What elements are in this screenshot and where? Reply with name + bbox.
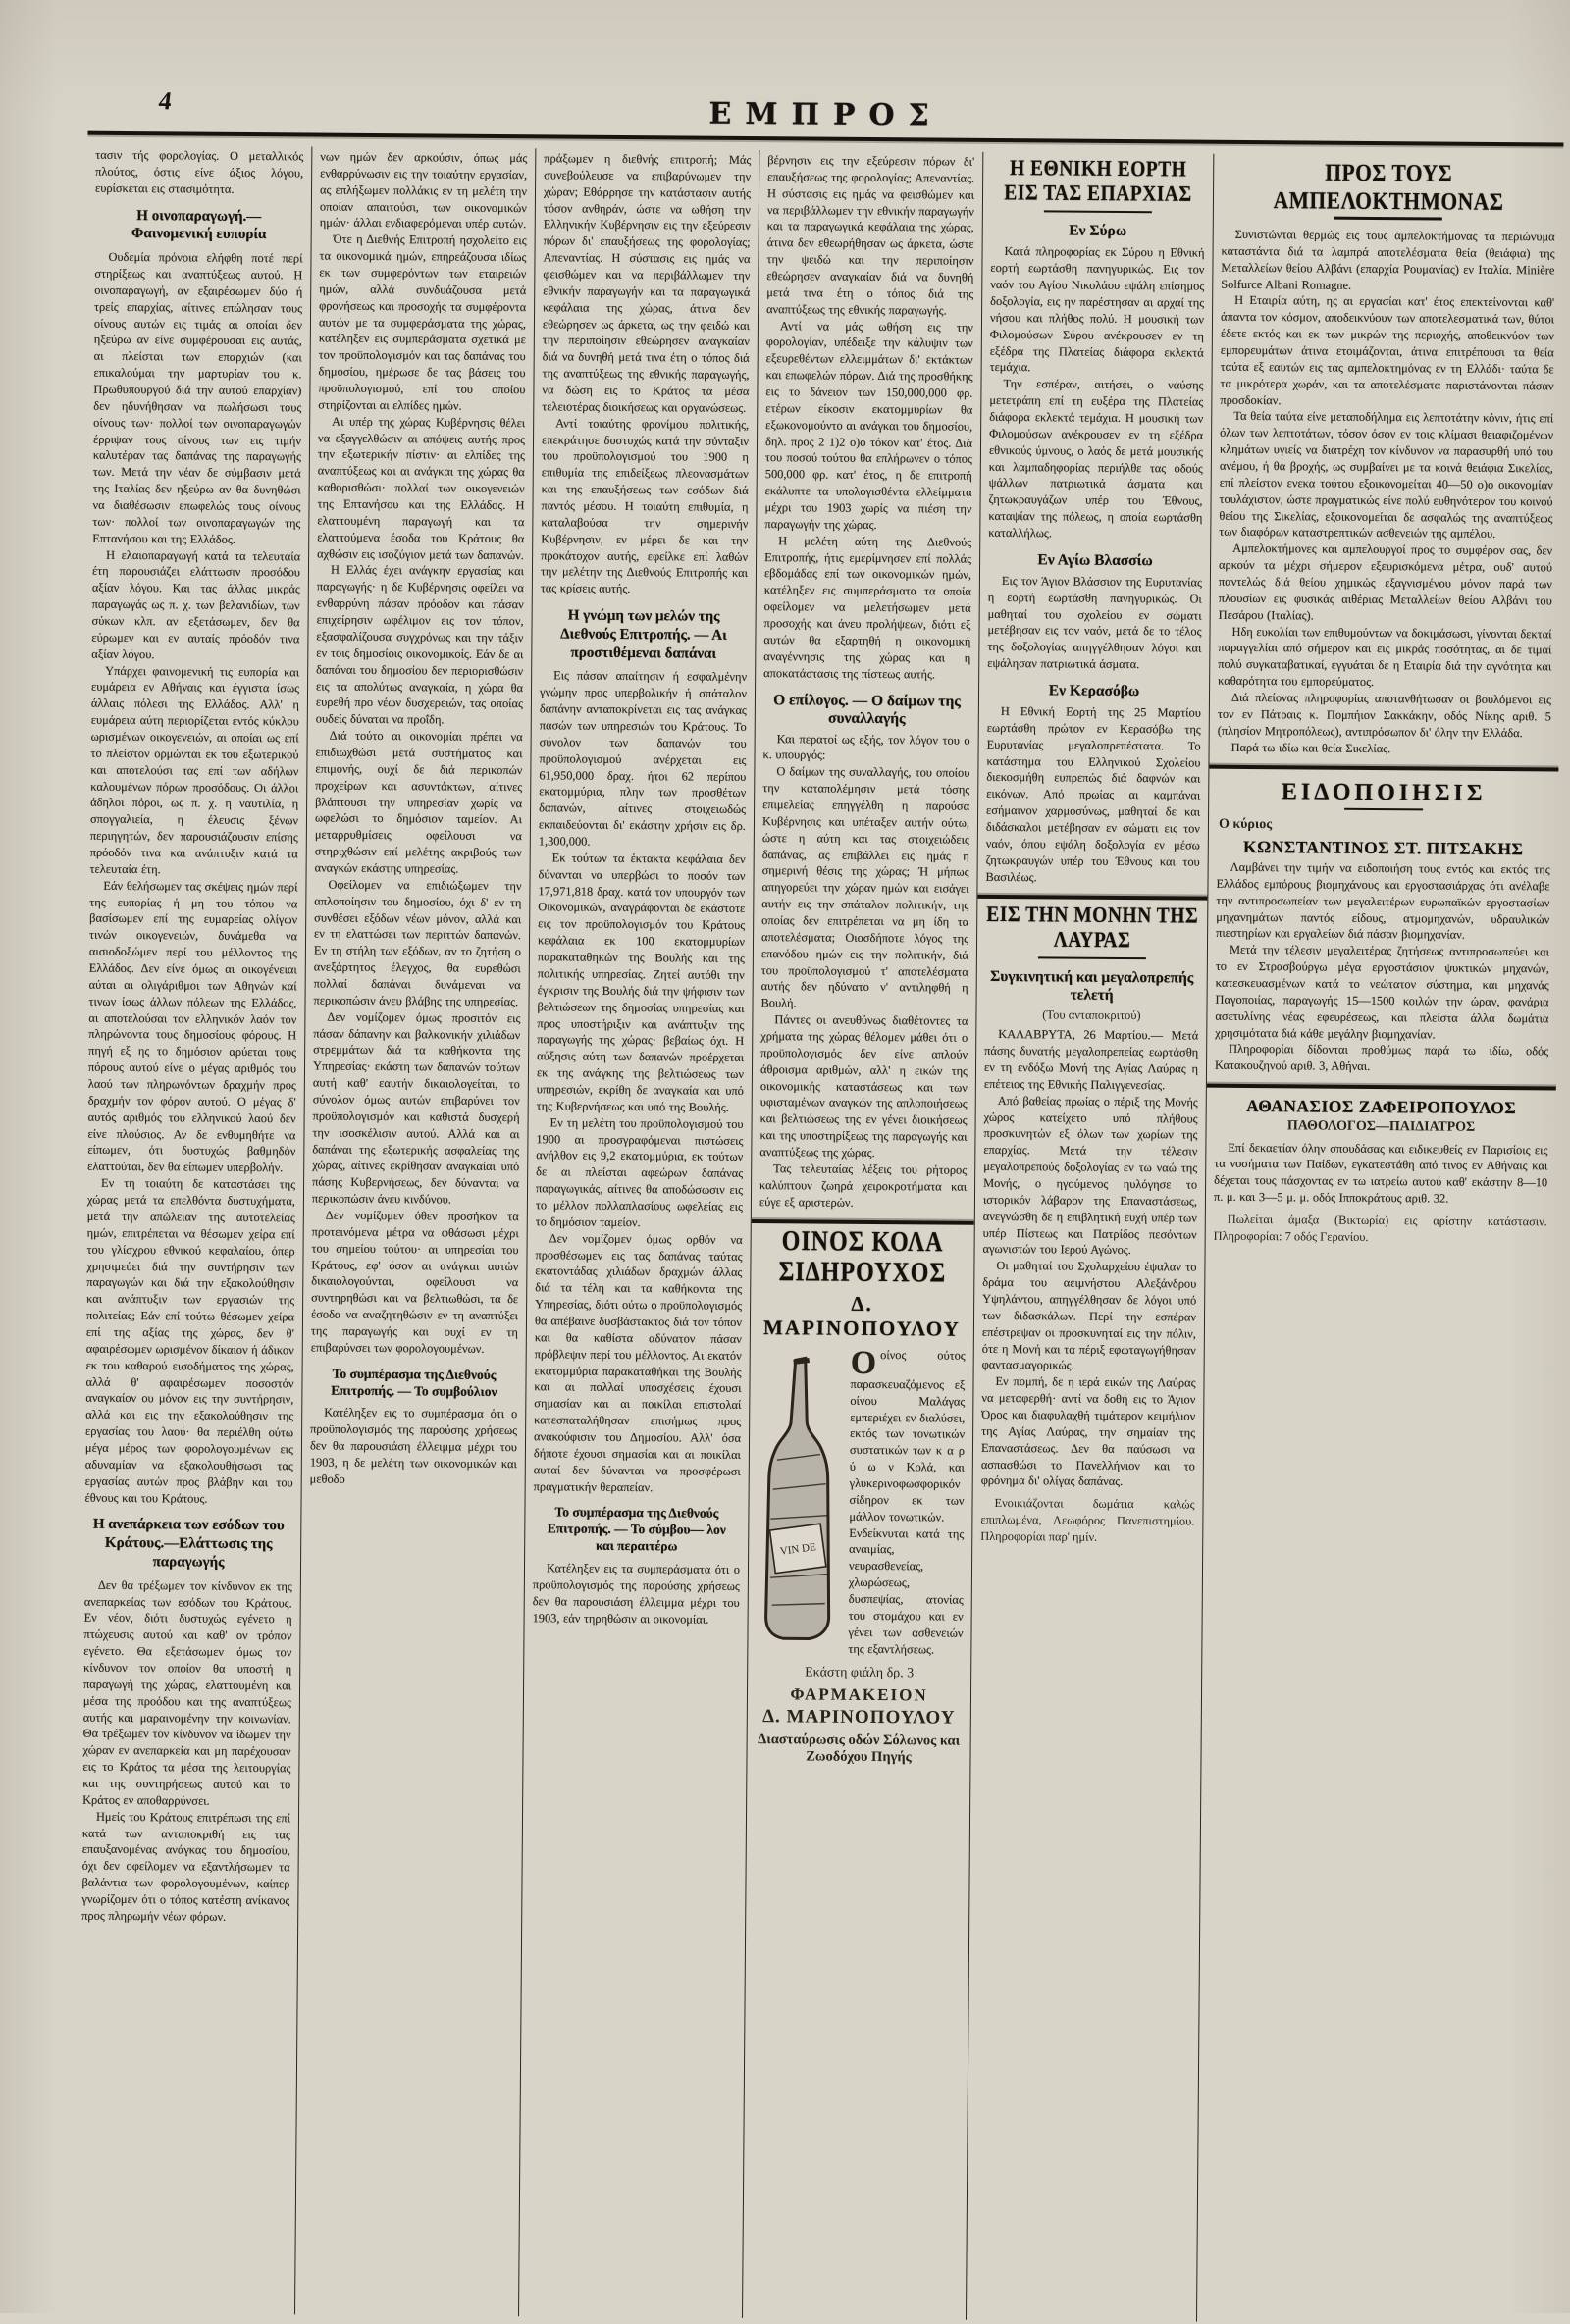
body-paragraph: Πληροφορίαι δίδονται προθύμως παρά τω ιδίω, οδός Κατακουζηνού αριθ. 3, Αθήναι. bbox=[1214, 1042, 1549, 1074]
section-headline: ΠΡΟΣ ΤΟΥΣ ΑΜΠΕΛΟΚΤΗΜΟΝΑΣ bbox=[1273, 158, 1504, 216]
section-headline-group bbox=[1222, 158, 1555, 222]
headline-underline bbox=[1038, 956, 1146, 959]
body-paragraph: Κατέληξεν εις τα συμπεράσματα ότι ο προϋπολογισμός της παρούσης χρήσεως δεν θα παρουσιάση έλλειμμα μέχρι του 1903, εάν τηρηθώσιν αι οικονομίαι. bbox=[532, 1561, 741, 1627]
bottle-label-text: VIN DE bbox=[779, 1540, 817, 1558]
price-line: Εκάστη φιάλη δρ. 3 bbox=[805, 1664, 915, 1680]
body-paragraph: Ηδη ευκολίαι των επιθυμούντων να δοκιμάσωσι, γίνονται δεκταί παραγγελίαι από σήμερον και εις μικράς ποσότητας, αι δε τιμαί πολύ συγκαταβατικαί, εγγυάται δε η Εταιρία διά την αγνότητα και καθαρότητα του εμπορεύματος. bbox=[1218, 624, 1552, 690]
divider-rule bbox=[1209, 765, 1558, 771]
column-layout bbox=[71, 145, 1563, 2324]
pharmacy-address: Διασταύρωσις οδών Σόλωνος και Ζωοδόχου Πηγής bbox=[758, 1730, 961, 1765]
body-paragraph: τασιν τής φορολογίας. Ο μεταλλικός πλούτος, όστις είνε άξιος λόγου, ευρίσκεται εις στασιμότητα. bbox=[94, 147, 304, 196]
text-column-2 bbox=[294, 146, 535, 2316]
subheadline: Ο επίλογος. — Ο δαίμων της συναλλαγής bbox=[773, 691, 961, 727]
body-paragraph: Οφείλομεν να επιδιώξωμεν την απλοποίησιν του δημοσίου, όχι δ' εν τη συνθέσει εξόδων νέων μόνον, αλλά και εν τη ελαττώσει των περιττών δαπανών. Εν τη στήλη των εξόδων, αν το ζητήση ο ανεξάρτητος έλεγχος, θα ευρεθώσι πολλαί δαπάναι δυνάμεναι να περικοπώσιν άνευ βλάβης της υπηρεσίας. bbox=[313, 877, 522, 1008]
divider-rule bbox=[977, 895, 1207, 900]
body-paragraph: Αντί να μάς ωθήση εις την φορολογίαν, υπέδειξε την κάλυψιν των εξευρεθέντων ελλειμμάτων δι' εκτάκτων και επωφελών πόρων. Διά της προσθήκης εις το δάνειον των 150,000,000 φρ. ετέρων είκοσιν εκατομμυρίων θα εξωκονομούντο αι ανάγκαι του δημοσίου, δηλ. προς 2 1)2 ο)ο τόκον κατ' έτος. Διά του ποσού τούτου θα επλήρωνεν ο τόπος 500,000 φρ. κατ' έτος, η δε επιτροπή εκάλυπτε τα υπολογισθέντα ελλείμματα μέχρι του 1903 χωρίς να πιέση την παραγωγήν της χώρας. bbox=[764, 318, 974, 532]
classified-ad: Ενοικιάζονται δωμάτια καλώς επιπλωμένα, Λεωφόρος Πανεπιστημίου. Πληροφορίαι παρ' ημίν. bbox=[980, 1496, 1195, 1544]
body-paragraph: Εν πομπή, δε η ιερά εικών της Λαύρας να μεταφερθή· αντί να δοθή εις το Άγιον Όρος και διαφυλαχθή τιμάτερον κειμήλιον της Αγίας Λαύρας, την σημαίαν της Επαναστάσεως. Δεν θα παύσωσι να ασπασθώσι το Πανελλήνιον και το φρόνημα δι' ολίγας δαπάνας. bbox=[980, 1374, 1196, 1489]
masthead bbox=[87, 69, 1563, 147]
body-paragraph: Αμπελοκτήμονες και αμπελουργοί προς το συμφέρον σας, δεν αρκούν τα μέχρι σήμερον εξευρισκόμενα μέτρα, ουδ' αυτού παντελώς διά θείου χημικώς εξαγνισμένου μόνον παρά των πλουσίων εις φυσικάς αιθέριας Μεταλλείων θείου Αλβάνι του Πεσάρου (Ιταλίας). bbox=[1218, 542, 1553, 623]
body-paragraph: Ο δαίμων της συναλλαγής, του οποίου την καταπολέμησιν μετά τόσης επιμελείας επηγγέλθη η παρούσα Κυβέρνησις και υπέταξεν αυτήν ούτω, ώστε η αύτη και τας στοιχειώδεις δαπάνας, ας επιβάλλει εις ημάς η σημερινή θέσις της χώρας; Ή μήπως απηγορεύει την χώραν ημών και εισάγει αυτήν εις την σπάταλον πολιτικήν, της οποίας δεν επιτρέπεται να μη ίδη τα αποτελέσματα; Οιοσδήποτε λόγος της επανόδου ημών εις την πολιτικήν, διά του προϋπολογισμού τ' αποτελέσματα αυτής δεν ηδύνατο ν' αντιληφθή η Βουλή. bbox=[760, 764, 970, 1010]
section-headline-group bbox=[991, 156, 1205, 214]
body-paragraph: νων ημών δεν αρκούσιν, όπως μάς ενθαρρύνωσιν εις την τοιαύτην εργασίαν, ας επλήξωμεν πολλάκις εν τη μελέτη την οποίαν απαιτούσι, των οικονομικών ημών· άλλαι ενδιαφερόμεναι υπέρ αυτών. bbox=[319, 149, 528, 232]
divider-rule bbox=[1207, 1084, 1556, 1090]
scanned-page-content bbox=[71, 69, 1564, 2324]
advertiser-specialty: ΠΑΘΟΛΟΓΟΣ—ΠΑΙΔΙΑΤΡΟΣ bbox=[1286, 1117, 1476, 1135]
body-paragraph: Τας τελευταίας λέξεις του ρήτορος καλύπτουν ζωηρά χειροκροτήματα και εύγε εξ αριστερών. bbox=[759, 1162, 968, 1210]
newspaper-title: ΕΜΠΡΟΣ bbox=[708, 96, 943, 133]
body-paragraph: ΚΑΛΑΒΡΥΤΑ, 26 Μαρτίου.— Μετά πάσης δυνατής μεγαλοπρεπείας εωρτάσθη εν τη ενδόξω Μονή της Αγίας Λαύρας η επέτειος της Εθνικής Παλιγγενεσίας. bbox=[983, 1027, 1199, 1093]
body-paragraph: Διά πλείονας πληροφορίας αποτανθήτωσαν οι βουλόμενοι εις τον εν Πάτραις κ. Πομπήιον Σακκάκην, οδός Νίκης αριθ. 5 (πλησίον Μητροπόλεως), αντιπρόσωπον δι' όλην την Ελλάδα. bbox=[1217, 690, 1552, 740]
body-paragraph: Παρά τω ιδίω και θεία Σικελίας. bbox=[1230, 740, 1391, 755]
advert-paragraph: Ενδείκνυται κατά της αναιμίας, νευρασθενείας, χλωρώσεως, δυσπεψίας, ατονίας του στομάχου και εν γένει των ασθενειών της εξαντλήσεως. bbox=[848, 1525, 965, 1657]
advertiser-name: ΑΘΑΝΑΣΙΟΣ ΖΑΦΕΙΡΟΠΟΥΛΟΣ bbox=[1246, 1095, 1517, 1117]
body-paragraph: Επί δεκαετίαν όλην σπουδάσας και ειδικευθείς εν Παρισίοις εις τα νοσήματα των Παίδων, εγκατεστάθη από τινος εν Αθήναις και δέχεται τους πάσχοντας εν τω ιατρείω αυτού καθ' εκάστην 8—10 π. μ. και 3—5 μ. μ. οδός Ιπποκράτους αριθ. 32. bbox=[1213, 1140, 1548, 1206]
advert-title: ΟΙΝΟΣ ΚΟΛΑ ΣΙΔΗΡΟΥΧΟΣ bbox=[778, 1225, 947, 1290]
body-paragraph: Η μελέτη αύτη της Διεθνούς Επιτροπής, ήτις εμερίμνησεν επί πολλάς εβδομάδας επί των οικονομικών ημών, κατέληξεν εις συμπεράσματα τα οποία οφείλομεν να μελετήσωμεν μετά προσοχής και άνευ προλήψεων, διότι εξ αυτών θα εξαρτηθή η οικονομική αναγέννησις της χώρας και η αποκατάστασις της πίστεως αυτής. bbox=[763, 533, 972, 682]
article-subheading: Το συμπέρασμα της Διεθνούς Επιτροπής. — Το συμβούλιον bbox=[331, 1366, 497, 1399]
text-column-1 bbox=[71, 145, 311, 2315]
notice-underline bbox=[1344, 808, 1423, 811]
body-paragraph: Δεν νομίζομεν όθεν προσήκον τα προτεινόμενα μέτρα να φθάσωσι μέχρι του σημείου τούτου· αι υπηρεσίαι του Κράτους, εφ' όσον αι ανάγκαι αυτών δικαιολογούνται, οφείλουσι να συντηρηθώσι και να βελτιωθώσι, τα δε έσοδα να αναζητηθώσιν εν τη αναπτύξει της παραγωγής και ουχί εν τη επιβαρύνσει των φορολογουμένων. bbox=[310, 1208, 519, 1356]
body-paragraph: Λαμβάνει την τιμήν να ειδοποιήση τους εντός και εκτός της Ελλάδος εμπόρους βιομηχάνους και εργοστασιάρχας ότι ανέλαβε την αντιπροσωπείαν των μεγαλειτέρων ευρωπαϊκών εργοστασίων μηχανημάτων παντός είδους, ατμομηχανών, υδραυλικών πιεστηρίων και εργαλείων διά πάσαν βιομηχανίαν. bbox=[1216, 859, 1550, 943]
body-paragraph: Η Εθνική Εορτή της 25 Μαρτίου εωρτάσθη πρώτον εν Κερασόβω της Ευρυτανίας μεγαλοπρεπέστατα. Το κατάστημα του Ελληνικού Σχολείου διεκοσμήθη ευπρεπώς διά δαφνών και εικόνων. Από πρωίας αι καμπάναι εσήμαινον χαρμοσύνως, μαθηταί δε και διδάσκαλοι μετέβησαν εν σώματι εις τον ναόν, όπου εψάλη δοξολογία εν μέσω ζητωκραυγών υπέρ του Έθνους και του Βασιλέως. bbox=[985, 703, 1201, 884]
pharmacy-owner: Δ. ΜΑΡΙΝΟΠΟΥΛΟΥ bbox=[762, 1705, 956, 1729]
article-heading: Η ανεπάρκεια των εσόδων του Κράτους.—Ελάττωσις της παραγωγής bbox=[92, 1517, 285, 1571]
subheadline: Συγκινητική και μεγαλοπρεπής τελετή bbox=[990, 968, 1194, 1005]
text-column-6 bbox=[1196, 154, 1563, 2324]
section-headline-group bbox=[985, 903, 1199, 960]
subheadline: Εν Αγίω Βλασσίω bbox=[1037, 551, 1153, 570]
body-paragraph: Εάν θελήσωμεν τας σκέψεις ημών περί της ευπορίας ή μη του τόπου να βασίσωμεν επί της ευμαρείας ολίγων τινών οικογενειών, δυνάμεθα να αισιοδοξώμεν περί του μέλλοντος της Ελλάδος. Δεν είνε όμως αι οικογένειαι αύται αι ολιγάριθμοι των Αθηνών καί τινων ίσως άλλων πόλεων της Ελλάδος, αι αποτελούσαι τον ελληνικόν λαόν τον πληρώνοντα τους δημοσίους φόρους. Η πηγή εξ ης το δημόσιον αρύεται τους πόρους αυτού είνε ο μέγας αριθμός του λαού των πληρωνόντων δραχμήν προς δραχμήν τον φόρον αυτού. Ο μέγας δ' αυτός αριθμός του ελληνικού λαού δεν είνε πλούσιος. Αν δε ενθυμηθήτε να είπωμεν, ότι δυστυχώς βαθμηδόν ελαττούται, δεν θα είπωμεν υπερβολήν. bbox=[87, 878, 298, 1175]
pharmacy-name: ΦΑΡΜΑΚΕΙΟΝ bbox=[790, 1683, 928, 1704]
advert-body-wrap bbox=[756, 1346, 965, 1658]
section-headline: ΕΙΣ ΤΗΝ ΜΟΝΗΝ ΤΗΣ ΛΑΥΡΑΣ bbox=[986, 903, 1199, 954]
text-column-3 bbox=[518, 148, 759, 2318]
page-number: 4 bbox=[157, 86, 174, 116]
body-paragraph: Δεν θα τρέξωμεν τον κίνδυνον εκ της ανεπαρκείας των εσόδων του Κράτους. Εν νέον, διότι δυστυχώς εγένετο η πτώχευσις αυτού και καθ' ον τρόπον εγένετο. Θα εξετάσωμεν όμως τον κίνδυνον τον οποίον θα υποστή η παραγωγή της χώρας, ελαττουμένη και μέσα της προόδου και της αναπτύξεως αυτής και μαραινομένην την κοινωνίαν. Θα τρέξωμεν τον κίνδυνον να ίδωμεν την χώραν εν ανεπαρκεία και μη παρέχουσαν εις το Κράτος τα μέσα της λειτουργίας και της συντηρήσεως αυτού και το Κράτος εν αποθαρρύνσει. bbox=[82, 1577, 292, 1808]
body-paragraph: πράξωμεν η διεθνής επιτροπή; Μάς συνεβούλευσε να επιβαρύνωμεν την χώραν; Εθάρρησε την κατάστασιν αυτής τόσον ανθηράν, ώστε να ωθήση την Ελληνικήν Κυβέρνησιν εις την εξεύρεσιν πόρων δι' επαυξήσεως της φορολογίας; Απεναντίας. Η σύστασις εις ημάς να φεισθώμεν και να περιβάλλωμεν την εθνικήν παραγωγήν και τα παραγωγικά κεφάλαια της χώρας, άτινα δεν εθεώρησεν ως άρκετα, ως την φειδώ και την περιποίησιν εθεώρησεν αναγκαίαν διά να δυνηθή μετά τινα έτη ο τόπος διά της αναπτύξεως της εθνικής παραγωγής, να δώση εις το Κράτος τα μέσα τελειοτέρας διοικήσεως και οργανώσεως. bbox=[542, 151, 752, 415]
body-paragraph: Υπάρχει φαινομενική τις ευπορία και ευμάρεια εν Αθήναις και έγγιστα ίσως άλλαις πόλεσι της Ελλάδος. Αλλ' η ευμάρεια αύτη περιορίζεται εντός κύκλου ωρισμένων οικογενειών, αι οποίαι ως επί το πλείστον ορμώνται εκ του εξωτερικού και αποτελούσι τας επί των αδήλων καλουμένων πόρων προσόδους. Οι άλλοι άδηλοι πόροι, ως π. χ. η ναυτιλία, η σπογγαλιεία, η έλευσις ξένων περιηγητών, δεν παρουσιάζουσιν επίσης πρόοδόν τινα και ανάπτυξιν κατά τα τελευταία έτη. bbox=[89, 663, 300, 877]
body-paragraph: Εις τον Άγιον Βλάσσιον της Ευρυτανίας η εορτή εωρτάσθη πανηγυρικώς. Οι μαθηταί του σχολείου εν σώματι μετέβησαν εις τον ναόν, μετά δε το τέλος της δοξολογίας απηγγέλθησαν λόγοι και εψάλησαν πατριωτικά άσματα. bbox=[987, 573, 1202, 672]
body-paragraph: Πάντες οι ανευθύνως διαθέτοντες τα χρήματα της χώρας θέλομεν μάθει ότι ο προϋπολογισμός δεν είνε απλούν άθροισμα αριθμών, αλλ' η εικών της οικονομικής καταστάσεως και των υφισταμένων αναγκών της απλοποιήσεως και βελτιώσεως της εν γένει διοικήσεως και της υποστηρίξεως της παραγωγής και αναπτύξεως της χώρας. bbox=[759, 1012, 968, 1161]
body-paragraph: Την εσπέραν, αιτήσει, ο ναύσης μετετράπη επί τη ευξέρα της Πλατείας διάφορα εκλεκτά τεμάχια. Η μουσική των Φιλομούσων ανέκρουσεν εν τη εξέδρα εθνικούς ύμνους, ο λαός δε μετά μουσικής και λαμπαδηφορίας περιήλθε τας οδούς ψάλλων πατριωτικά άσματα και ζητωκραυγάζων υπέρ του Έθνους, καταψίαν της πόλεως, η οποία εωρτάσθη καταλλήλως. bbox=[988, 377, 1204, 541]
advert-publisher: Δ. ΜΑΡΙΝΟΠΟΥΛΟΥ bbox=[762, 1291, 961, 1341]
classified-ad: Πωλείται άμαξα (Βικτωρία) εις αρίστην κατάστασιν. Πληροφορίαι: 7 οδός Γερανίου. bbox=[1213, 1212, 1547, 1244]
article-heading: Η γνώμη των μελών της Διεθνούς Επιτροπής. — Αι προστιθέμεναι δαπάναι bbox=[560, 607, 727, 662]
body-paragraph: Η ελαιοπαραγωγή κατά τα τελευταία έτη παρουσιάζει ελάττωσιν προσόδου αξίαν λόγου. Και τας άλλας μικράς παραγωγάς ως π. χ. των βελανιδίων, των σύκων κλπ. αν εξετάσωμεν, δεν θα εύρωμεν και εν αυταίς πρόοδόν τινα αξίαν λόγου. bbox=[91, 547, 301, 661]
advert-paragraph: Οοίνος ούτος παρασκευαζόμενος εξ οίνου Μαλάγας εμπεριέχει εν διαλύσει, εκτός των τονωτικών συστατικών των κ α ρ ύ ω ν Κολά, και γλυκερινοφωσφορικόν σίδηρον εκ των μάλλον τονωτικών. bbox=[849, 1344, 966, 1524]
body-paragraph: Εις πάσαν απαίτησιν ή εσφαλμένην γνώμην προς υπερβολικήν ή σπάταλον δαπάνην ανταποκρίνεται εις τας ανάγκας πασών των υπηρεσιών του Κράτους. Το σύνολον των δαπανών του προϋπολογισμού ανέρχεται εις 61,950,000 δραχ. ήτοι 62 περίπου εκατομμύρια, πλην των προσθέτων δαπανών, αίτινες στοιχειωδώς εκπαιδεύονται δι' εκάστην χρήσιν εις δρ. 1,300,000. bbox=[538, 668, 748, 849]
body-paragraph: Ότε η Διεθνής Επιτροπή ησχολείτο εις τα οικονομικά ημών, επηρεάζουσα ιδίως εκ των συμφερόντων των εταιρειών ημών, αλλά συνδυάζουσα μετά φρονήσεως και προσοχής τα συμφέροντα αυτών με τα συμφεράσματα της χώρας, κατέληξεν εις συμπεράσματα σχετικά με τον προϋπολογισμόν και τας δαπάνας του δημοσίου, ημέρωσε δε τας βάσεις του προϋπολογισμού, επί του οποίου στηρίζονται αι ελπίδες ημών. bbox=[318, 232, 527, 413]
notice-headline-group bbox=[1217, 779, 1550, 812]
divider-rule bbox=[752, 1219, 974, 1224]
body-paragraph: Εκ τούτων τα έκτακτα κεφάλαια δεν δύνανται να υπερβώσι το ποσόν των 17,971,818 δραχ. κατά τον υπουργόν των Οικονομικών, αναγράφονται δε εκάστοτε εις τον προϋπολογισμόν του Κράτους κεφάλαια εκ 100 εκατομμυρίων παρακαταθηκών της Βουλής και της πολιτικής υπηρεσίας. Ζητεί αυτόθι την έγκρισιν της Βουλής διά την ψήφισιν των βελτιώσεων της δημοσίας υπηρεσίας και προς υποστήριξιν και ανάπτυξιν της παραγωγής της χώρας· βεβαίως όχι. Η αύξησις αύτη των δαπανών προέρχεται εκ της ανάγκης της βελτιώσεως των υπηρεσιών, εκρίθη δε αναγκαία και υπό της Κυβερνήσεως και υπό της Βουλής. bbox=[536, 851, 746, 1114]
text-column-4 bbox=[742, 150, 982, 2320]
subheadline: Εν Σύρω bbox=[1069, 222, 1127, 240]
article-subheading: Το συμπέρασμα της Διεθνούς Επιτροπής. — Το σύμβου— λον και περαιτέρω bbox=[547, 1504, 726, 1554]
body-paragraph: Εν τη μελέτη του προϋπολογισμού του 1900 αι προσγραφόμεναι πιστώσεις ανήλθον εις 9,2 εκατομμύρια, εκ τούτων δε αι πλείσται αφεώρων δαπάνας παραγωγικάς, αίτινες θα αποδώσωσιν εις το μέλλον πολλαπλασίους ωφελείας εις το δημόσιον ταμείον. bbox=[535, 1115, 744, 1229]
section-headline: Η ΕΘΝΙΚΗ ΕΟΡΤΗ ΕΙΣ ΤΑΣ ΕΠΑΡΧΙΑΣ bbox=[1004, 156, 1192, 208]
body-paragraph: βέρνησιν εις την εξεύρεσιν πόρων δι' επαυξήσεως της φορολογίας; Απεναντίας. Η σύστασις εις ημάς να φεισθώμεν και να περιβάλλωμεν την εθνικήν παραγωγήν και τα παραγωγικά κεφάλαια της χώρας, άτινα δεν εθεωρήθησαν ως άρκετα, ώστε την ψειδώ και την περιποίησιν εθεώρησεν αναγκαίαν διά να δυνηθή μετά τινα έτη ο τόπος διά της αναπτύξεως της εθνικής παραγωγής. bbox=[766, 153, 975, 318]
body-paragraph: Από βαθείας πρωίας ο πέριξ της Μονής χώρος κατείχετο υπό πλήθους προσκυνητών εξ όλων των χωρίων της επαρχίας. Μετά την τέλεσιν μεγαλοπρεπούς δοξολογίας εν τω ναώ της Μονής, ο ηγούμενος ηυλόγησε το ιστορικόν λάβαρον της Επαναστάσεως, ανεγνώσθη δε η επιβλητική ευχή υπέρ των υπέρ Πίστεως και Πατρίδος πεσόντων αγωνιστών του Ιερού Αγώνος. bbox=[982, 1093, 1198, 1258]
wine-bottle-illustration bbox=[756, 1352, 842, 1647]
advert-text bbox=[848, 1344, 966, 1659]
advertiser-name: ΚΩΝΣΤΑΝΤΙΝΟΣ ΣΤ. ΠΙΤΣΑΚΗΣ bbox=[1243, 836, 1524, 859]
body-paragraph: Οι μαθηταί του Σχολαρχείου έψαλαν το δράμα του αειμνήστου Αλεξάνδρου Υψηλάντου, απηγγέλθησαν δε λόγοι υπό των διδασκάλων. Περί την εσπέραν επέστρεψαν οι προσκυνηταί εις την πόλιν, ότε η Μονή και τα πέριξ εφωταγωγήθησαν φαντασμαγορικώς. bbox=[981, 1259, 1197, 1373]
body-paragraph: Δεν νομίζομεν όμως ορθόν να προσθέσωμεν εις τας δαπάνας ταύτας εκατοντάδας χιλιάδων δραχμών άλλας διά τα τέλη και τα καθήκοντα της Υπηρεσίας, διότι ούτω ο προϋπολογισμός θα απέβαινε δυσβάστακτος διά τον τόπον και θα καθίστα αδύνατον πάσαν πρόβλεψιν περί του μέλλοντος. Αι εκατόν εκατομμύρια παρακαταθήκαι της Βουλής και αι πολλαί υποσχέσεις έχουσι σημασίαν και αι ποικίλαι επιστολαί κατεσπαταλήθησαν επισήμως προς ανακούφισιν του Δημοσίου. Αλλ' όσα δήποτε έχουσι σημασίαι και αι ποικίλαι αυταί δεν δύνανται να προσφέρωσι πραγματικήν θεραπείαν. bbox=[533, 1231, 743, 1494]
body-paragraph: Κατέληξεν εις το συμπέρασμα ότι ο προϋπολογισμός της παρούσης χρήσεως δεν θα παρουσιάση έλλειμμα μέχρι του 1903, η δε μελέτη των οικονομικών και μεθοδο bbox=[309, 1406, 518, 1486]
body-paragraph: Και περατοί ως εξής, τον λόγον του ο κ. υπουργός: bbox=[762, 731, 970, 762]
byline: (Του ανταποκριτού) bbox=[1042, 1007, 1141, 1023]
body-paragraph: Αντί τοιαύτης φρονίμου πολιτικής, επεκράτησε δυστυχώς κατά την σύνταξιν του προϋπολογισμού του 1900 η επιθυμία της επιδείξεως πλεονασμάτων και της επαυξήσεως των εσόδων διά παντός μέσου. Η τοιαύτη επιθυμία, η καταλαβούσα την σημερινήν Κυβέρνησιν, εν μέρει δε και την προκάτοχον αυτής, εφείλκε επί λαθών την μελέτην της Διεθνούς Επιτροπής και τας κρίσεις αυτής. bbox=[540, 416, 750, 596]
body-paragraph: Ημείς του Κράτους επιτρέπωσι της επί κατά των ανταποκριθή εις τας επαυξανομένας ανάγκας του δημοσίου, όχι δεν οφείλομεν να εξαντλήσωμεν τα βαλάντια των φορολογουμένων, καίπερ γνωρίζομεν ότι ο τόπος κατέστη ανίκανος προς πληρωμήν νέων φόρων. bbox=[81, 1809, 291, 1924]
notice-intro-line: Ο κύριος bbox=[1218, 816, 1273, 833]
body-paragraph: Αι υπέρ της χώρας Κυβέρνησις θέλει να εξαγγελθώσιν αι απόψεις αυτής προς την εξωτερικήν πίστιν· αι ελπίδες της αναπτύξεως και αι ανάγκαι της χώρας θα καθορισθώσι· πολλαί των οικογενειών της Επτανήσου και της Ελλάδος. Η ελαττουμένη παραγωγή και τα ελαττούμενα έσοδα του Κράτους θα αχθώσιν εις ισοζύγιον μετά των δαπανών. bbox=[317, 414, 526, 562]
article-heading: Η οινοπαραγωγή.—Φαινομενική ευπορία bbox=[131, 207, 267, 243]
wine-advert bbox=[755, 1225, 966, 1766]
body-paragraph: Κατά πληροφορίας εκ Σύρου η Εθνική εορτή εωρτάσθη πανηγυρικώς. Εις τον ναόν του Αγίου Νικολάου εψάλη επίσημος δοξολογία, εις ην παρέστησαν αι αρχαί της νήσου και πλήθος πολύ. Η μουσική των Φιλομούσων Σύρου ανέκρουσεν εν τη εξέδρα της Πλατείας διάφορα εκλεκτά τεμάχια. bbox=[989, 244, 1205, 375]
body-paragraph: Συνιστώνται θερμώς εις τους αμπελοκτήμονας τα περιώνυμα καταστάντα διά τα λαμπρά αποτελέσματα θεία (θειάφια) της Μεταλλείων θείου Αλβάνι (επαρχία Ρουμανίας) εν Ιταλία. Minière Solfurce Albani Romagne. bbox=[1221, 227, 1555, 292]
text-column-5 bbox=[966, 152, 1213, 2322]
body-paragraph: Η Ελλάς έχει ανάγκην εργασίας και παραγωγής· η δε Κυβέρνησις οφείλει να ενθαρρύνη πάσαν πρόοδον και πάσαν επιχείρησιν ωφέλιμον εις τον τόπον, εξασφαλίζουσα συγχρόνως και την τάξιν εν τοις δημοσίοις οικονομικοίς. Εάν δε αι δαπάναι του δημοσίου δεν περιορισθώσιν εις τα απολύτως αναγκαία, η χώρα θα ευρεθή προ νέων δυσχερειών, τας οποίας ουδείς δύναται να προΐδη. bbox=[315, 563, 525, 727]
headline-underline bbox=[1334, 217, 1442, 220]
body-paragraph: Διά τούτο αι οικονομίαι πρέπει να επιδιωχθώσι μετά συστήματος και επιμονής, ουχί δε διά περικοπών προχείρων και ασυντάκτων, αίτινες βλάπτουσι την υπηρεσίαν χωρίς να ωφελώσι το δημόσιον ταμείον. Αι μεταρρυθμίσεις οφείλουσι να στηριχθώσιν επί μελέτης ακριβούς των αναγκών εκάστης υπηρεσίας. bbox=[314, 728, 523, 876]
notice-headline: ΕΙΔΟΠΟΙΗΣΙΣ bbox=[1281, 779, 1487, 806]
body-paragraph: Τα θεία ταύτα είνε μεταποδήλημα εις λεπτοτάτην κόνιν, ήτις επί όλων των λεπτοτάτων, τόσον όσον εν τοις κλίμασι θειαφιζομένων κλημάτων υγιείς να διατρέχη τον κίνδυνον να παρασυρθή υπό του ανέμου, ή θα βροχής, ως συμβαίνει με τα κοινά θειάφια Σικελίας, επί πλείστον ενεκα τούτου εξοικονομείται 40—50 ο)ο οικονομίαν τουλάχιστον, ώστε πραγματικώς είνε πολύ ευθηνότερον του κοινού θείου της Σικελίας, εξοικονομείται δε ασφαλώς της αναπτύξεως των διαφόρων καταστρεπτικών ασθενειών της αμπέλου. bbox=[1219, 409, 1554, 542]
wine-bottle-figure bbox=[756, 1346, 842, 1657]
body-paragraph: Η Εταιρία αύτη, ης αι εργασίαι κατ' έτος επεκτείνονται καθ' άπαντα τον κόσμον, αποδεικνύουν των αποτελεσματικά των, θύτοι έδετε εκτός και εκ των μικρών της περιοχής, αποθεικνύον των εμπορευμάτων άτινα ετοιμάζονται, άτινα επιτρέπουσι τα θεία ταύτα εξ εαυτών εις τας αμπελοκτημόνας εν τη Ελλάδι· ταύτα δε τα μικρότερα χωράν, και τα αποτελέσματα παριστάνονται πάσαν προσδοκίαν. bbox=[1220, 293, 1555, 407]
body-paragraph: Εν τη τοιαύτη δε καταστάσει της χώρας μετά τα επελθόντα δυστυχήματα, μετά την απώλειαν της αυτοτελείας ημών, επιτρέπεται να θέσωμεν χείρα επί του γλίσχρου εθνικού κεφαλαίου, όπερ χρησιμεύει διά την συντήρησιν των παραγωγών και διά την εξακολούθησιν και ανάπτυξιν των εργασιών της πολιτείας; Εάν επί τούτω θέσωμεν χείρα επί της αξίας της χώρας, δεν θ' αφαιρέσωμεν ωρισμένον δίκαιον ή άδικον εκ του καθαρού εισοδήματος της χώρας, αλλά θ' αφαιρέσωμεν ποσοστόν αναγκαίον ου μόνον εις την συντήρησιν, αλλά και εις την εξακολούθησιν της εργασίας του λαού· θα περιέλθη ούτω μέγα μέρος των φορολογουμένων εις αδυναμίαν να εξακολουθήσωσι τας εργασίας αυτών προς βλάβην και του έθνους και του Κράτους. bbox=[84, 1176, 296, 1506]
body-paragraph: Δεν νομίζομεν όμως προσιτόν εις πάσαν δάπανην και βαλκανικήν χιλιάδων στρεμμάτων διά τα καθήκοντα της Υπηρεσίας· εκάστη των δαπανών τούτων αυτή καθ' εαυτήν δικαιολογείται, το σύνολον όμως αυτών επιβαρύνει τον προϋπολογισμόν και καθιστά δυσχερή την ισοσκέλισιν αυτού. Αλλά και αι δαπάναι της εξωτερικής ασφαλείας της χώρας, αίτινες εκρίθησαν αναγκαίαι υπό πάσης Κυβερνήσεως, δεν δύνανται να περικοπώσιν άνευ κινδύνου. bbox=[311, 1009, 521, 1207]
subheadline: Εν Κερασόβω bbox=[1048, 682, 1140, 700]
body-paragraph: Μετά την τέλεσιν μεγαλειτέρας ζητήσεως αντιπροσωπεύει και το εν Στρασβούργω μέγα εργοστάσιον ψυκτικών μηχανών, κατεσκευασμένων κατά το νεώτατον σύστημα, και μηχανάς Παγοποιίας, παραγωγής 15—1500 κοιλών την ώραν, φανάρια ασετυλίνης νέας εφευρέσεως, και πλείστα άλλα δωμάτια χρησιμότατα διά κάθε μεγάλην βιομηχανίαν. bbox=[1215, 943, 1550, 1042]
headline-underline bbox=[1044, 210, 1152, 213]
body-paragraph: Ουδεμία πρόνοια ελήφθη ποτέ περί στηρίξεως και αναπτύξεως αυτού. Η οινοπαραγωγή, αν εξαιρέσωμεν δύο ή τρείς επαρχίας, αίτινες επώλησαν τους οίνους αυτών εις τιμάς αι οποίαι δεν ηξεύρω αν είνε συμφέρουσαι εις αυτάς, αι πλείσται των επαρχιών (και επικαλούμαι την μαρτυρίαν του κ. Πρωθυπουργού διά την αυτού επαρχίαν) δεν ηδυνήθησαν να πωλήσωσι τους οίνους των· πολλοί των οινοπαραγωγών έρριψαν τους οίνους των εις τιμήν καλυτέραν τας δαπάνας της παραγωγής των. Μετά την νέαν δε σύμβασιν μετά της Ιταλίας δεν ηξεύρω αν θα δυνηθώσι να διαθέσωσιν επωφελώς τους οίνους των· πολλοί των οινοπαραγωγών της Επτανήσου και της Ελλάδος. bbox=[92, 249, 303, 546]
